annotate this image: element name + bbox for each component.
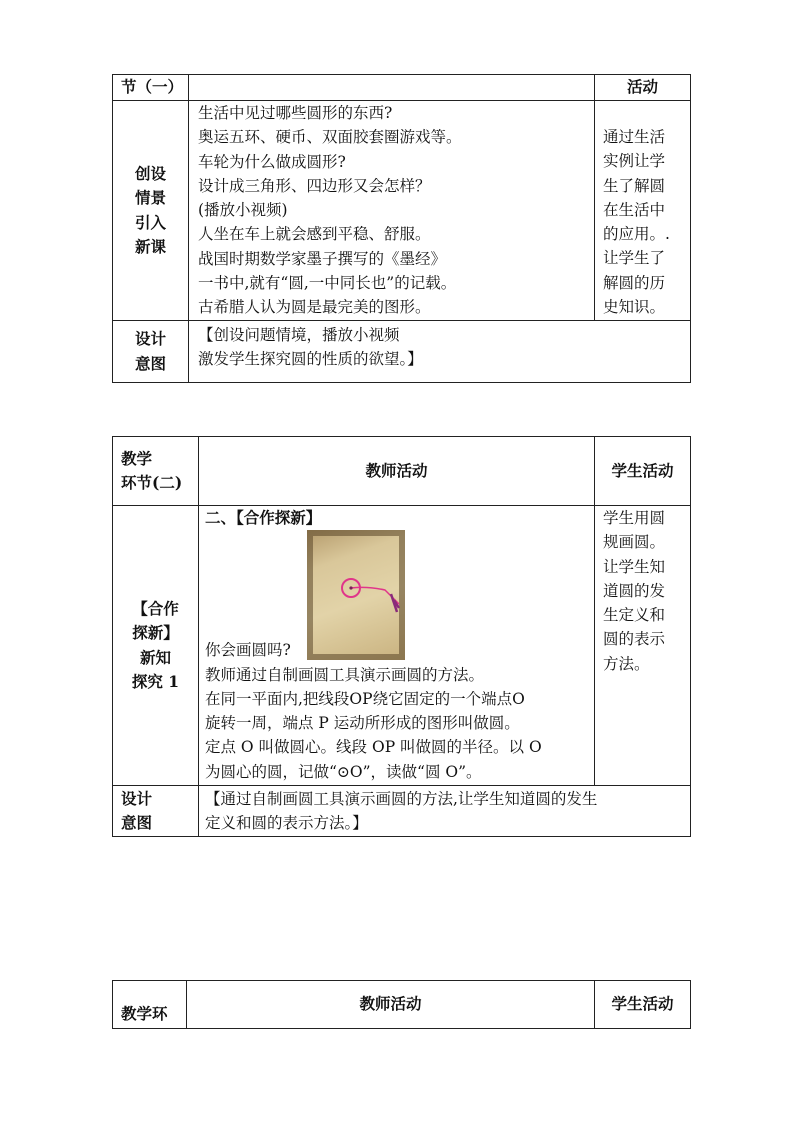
row-label: 【合作 探新】 新知 探究 1 <box>113 506 199 786</box>
header-stage: 教学环 <box>113 981 187 1029</box>
student-activity: 通过生活 实例让学 生了解圆 在生活中 的应用。. 让学生了 解圆的历 史知识。 <box>595 101 691 321</box>
design-intent: 【创设问题情境，播放小视频 激发学生探究圆的性质的欲望。】 <box>189 321 691 383</box>
section-title: 二、【合作探新】 <box>205 508 322 527</box>
teacher-activity: 生活中见过哪些圆形的东西? 奥运五环、硬币、双面胶套圈游戏等。 车轮为什么做成圆形? 设计成三角形、四边形又会怎样？ (播放小视频) 人坐在车上就会感到平稳、舒服。 战国时期数学家墨子撰写的《墨经》 一书中,就有“圆,一中同长也”的记载。 古希腊人认为圆是最完美的图形。 <box>189 101 595 321</box>
header-stage: 节（一） <box>113 75 189 101</box>
student-activity: 学生用圆 规画圆。 让学生知 道圆的发 生定义和 圆的表示 方法。 <box>595 506 691 786</box>
design-label: 设计 意图 <box>113 786 199 837</box>
teacher-activity: 二、【合作探新】 你会画圆吗? 教师通过自制画圆工具演示画圆的方法。 在同一平面内,把线段OP绕它固定的一个端点O 旋转一周，端点 P 运动所形成的图形叫做圆。 定点 O 叫做圆心。线段 OP 叫做圆的半径。以 O 为圆心的圆，记做“⊙O”，读做“圆 O”。 <box>199 506 595 786</box>
header-student: 学生活动 <box>595 981 691 1029</box>
row-label: 创设 情景 引入 新课 <box>113 101 189 321</box>
header-activity: 活动 <box>595 75 691 101</box>
header-teacher <box>189 75 595 101</box>
circle-drawing-photo <box>307 530 405 660</box>
header-teacher: 教师活动 <box>187 981 595 1029</box>
design-intent: 【通过自制画圆工具演示画圆的方法,让学生知道圆的发生 定义和圆的表示方法。】 <box>199 786 691 837</box>
header-teacher: 教师活动 <box>199 437 595 506</box>
lesson-table-1 <box>112 74 691 383</box>
design-label: 设计 意图 <box>113 321 189 383</box>
header-student: 学生活动 <box>595 437 691 506</box>
circle-drawing-illustration <box>307 530 405 660</box>
lesson-table-3 <box>112 980 691 1029</box>
header-stage: 教学 环节(二) <box>113 437 199 506</box>
